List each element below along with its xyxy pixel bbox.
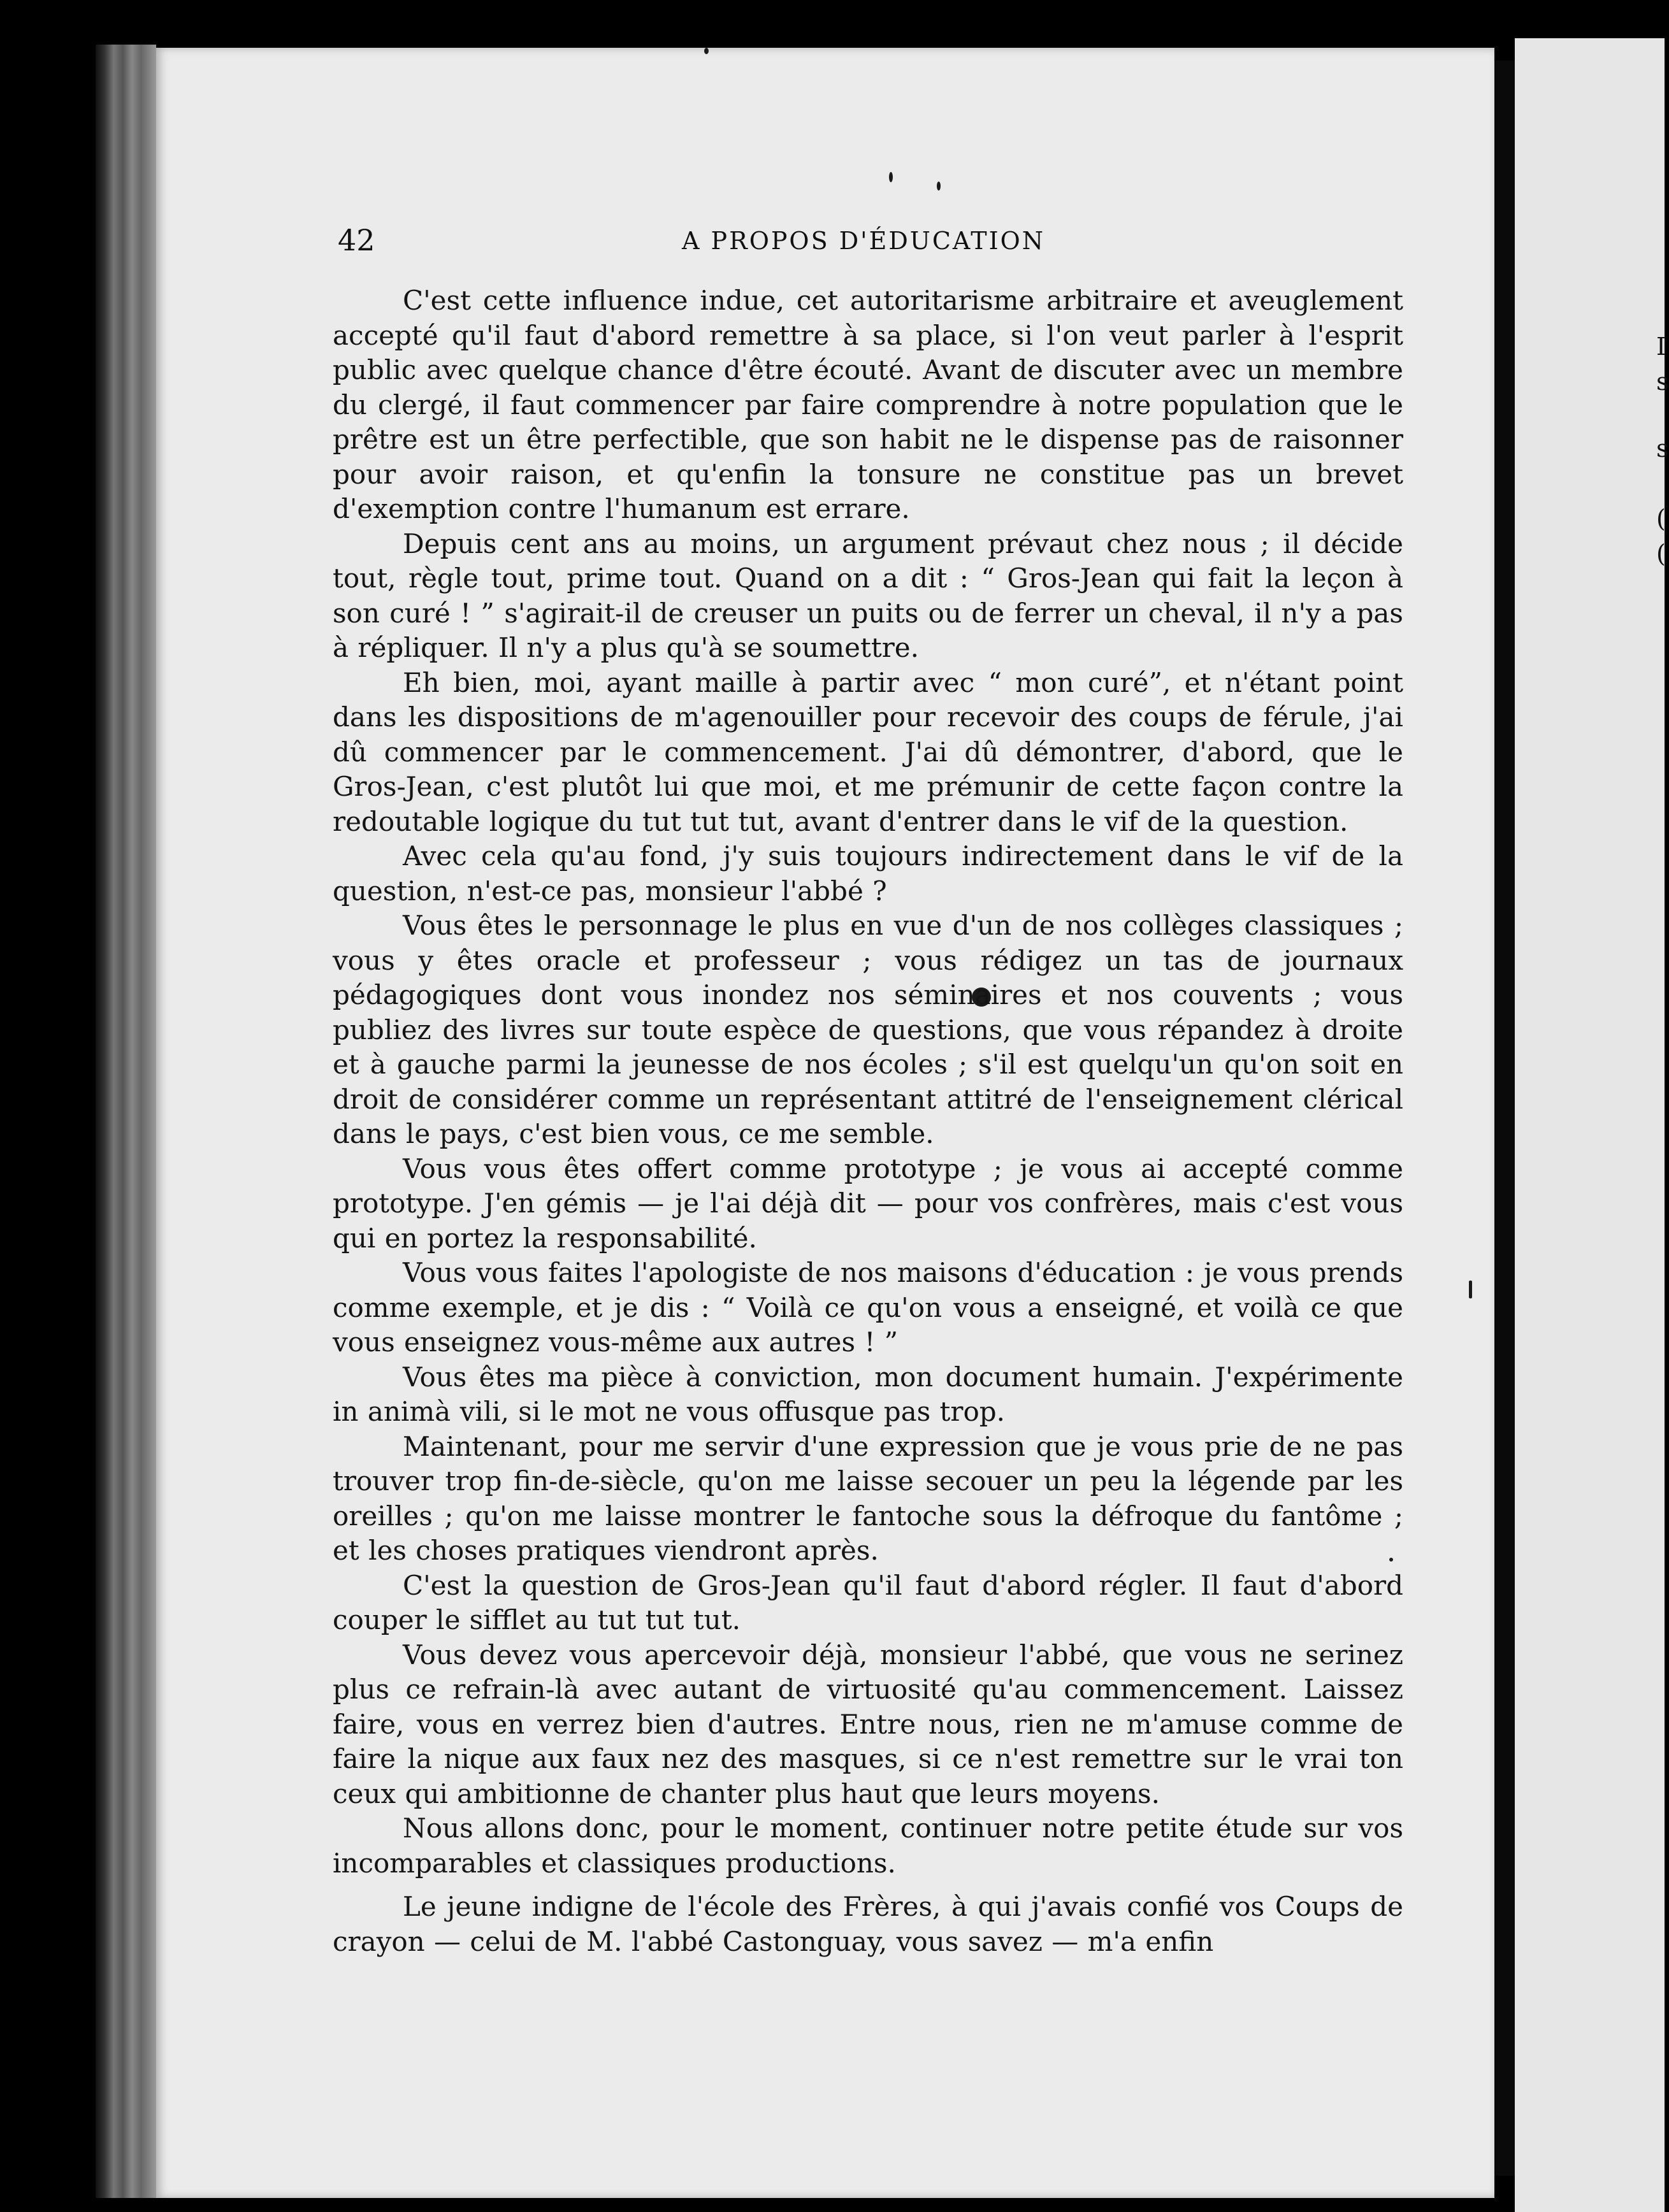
paragraph: Depuis cent ans au moins, un argument prévaut chez nous ; il décide tout, règle tout, prime tout. Quand on a dit : “ Gros-Jean qui fait la leçon à son curé ! ” s'agirait-il de creuser un puits ou de ferrer un cheval, il n'y a pas à répliquer. Il n'y a plus qu'à se soumettre. [333, 528, 1403, 663]
ink-speck [1469, 1281, 1472, 1298]
paragraph: C'est la question de Gros-Jean qu'il faut d'abord régler. Il faut d'abord couper le sifflet au tut tut tut. [333, 1569, 1403, 1635]
facing-page-fragment: s [1656, 368, 1669, 396]
running-head: A PROPOS D'ÉDUCATION [682, 227, 1046, 255]
body-text [333, 284, 1403, 1959]
scan-left-border [0, 0, 96, 2212]
book-page-edges [96, 45, 156, 2198]
page-number: 42 [338, 223, 375, 257]
book-spine-shadow [1494, 61, 1515, 2176]
facing-page-fragment: ( [1656, 505, 1666, 533]
facing-page-fragment: s [1656, 434, 1669, 463]
paragraph: Vous êtes ma pièce à conviction, mon document humain. J'expérimente in animà vili, si le mot ne vous offusque pas trop. [333, 1361, 1403, 1427]
paragraph: Avec cela qu'au fond, j'y suis toujours indirectement dans le vif de la question, n'est-ce pas, monsieur l'abbé ? [333, 840, 1403, 907]
ink-speck [889, 172, 893, 182]
facing-page [1515, 38, 1669, 2212]
paragraph: Vous vous êtes offert comme prototype ; je vous ai accepté comme prototype. J'en gémis — je l'ai déjà dit — pour vos confrères, mais c'est vous qui en portez la responsabilité. [333, 1153, 1403, 1254]
facing-page-fragment: I [1656, 333, 1666, 361]
ink-speck [937, 182, 941, 190]
page-header [338, 223, 1421, 268]
ink-speck [704, 48, 709, 54]
paragraph: C'est cette influence indue, cet autoritarisme arbitraire et aveuglement accepté qu'il faut d'abord remettre à sa place, si l'on veut parler à l'esprit public avec quelque chance d'être écouté. Avant de discuter avec un membre du clergé, il faut commencer par faire comprendre à notre population que le prêtre est un être perfectible, que son habit ne le dispense pas de raisonner pour avoir raison, et qu'enfin la tonsure ne constitue pas un brevet d'exemption contre l'humanum est errare. [333, 285, 1403, 524]
facing-page-fragment: ( [1656, 540, 1666, 568]
paragraph: Vous êtes le personnage le plus en vue d'un de nos collèges classiques ; vous y êtes oracle et professeur ; vous rédigez un tas de journaux pédagogiques dont vous inondez nos séminaires et nos couvents ; vous publiez des livres sur toute espèce de questions, que vous répandez à droite et à gauche parmi la jeunesse de nos écoles ; s'il est quelqu'un qu'on soit en droit de considérer comme un représentant attitré de l'enseignement clérical dans le pays, c'est bien vous, ce me semble. [333, 910, 1403, 1149]
paragraph: Vous devez vous apercevoir déjà, monsieur l'abbé, que vous ne serinez plus ce refrain-là avec autant de virtuosité qu'au commencement. Laissez faire, vous en verrez bien d'autres. Entre nous, rien ne m'amuse comme de faire la nique aux faux nez des masques, si ce n'est remettre sur le vrai ton ceux qui ambitionne de chanter plus haut que leurs moyens. [333, 1639, 1403, 1809]
paragraph: Eh bien, moi, ayant maille à partir avec “ mon curé”, et n'étant point dans les dispositions de m'agenouiller pour recevoir des coups de férule, j'ai dû commencer par le commencement. J'ai dû démontrer, d'abord, que le Gros-Jean, c'est plutôt lui que moi, et me prémunir de cette façon contre la redoutable logique du tut tut tut, avant d'entrer dans le vif de la question. [333, 666, 1403, 837]
paragraph: Vous vous faites l'apologiste de nos maisons d'éducation : je vous prends comme exemple, et je dis : “ Voilà ce qu'on vous a enseigné, et voilà ce que vous enseignez vous-même aux autres ! ” [333, 1257, 1403, 1358]
paragraph: Le jeune indigne de l'école des Frères, à qui j'avais confié vos Coups de crayon — celui de M. l'abbé Castonguay, vous savez — m'a enfin [333, 1891, 1403, 1957]
paragraph: Nous allons donc, pour le moment, continuer notre petite étude sur vos incomparables et classiques productions. [333, 1813, 1403, 1879]
paragraph: Maintenant, pour me servir d'une expression que je vous prie de ne pas trouver trop fin-de-siècle, qu'on me laisse secouer un peu la légende par les oreilles ; qu'on me laisse montrer le fantoche sous la défroque du fantôme ; et les choses pratiques viendront après. [333, 1430, 1403, 1566]
